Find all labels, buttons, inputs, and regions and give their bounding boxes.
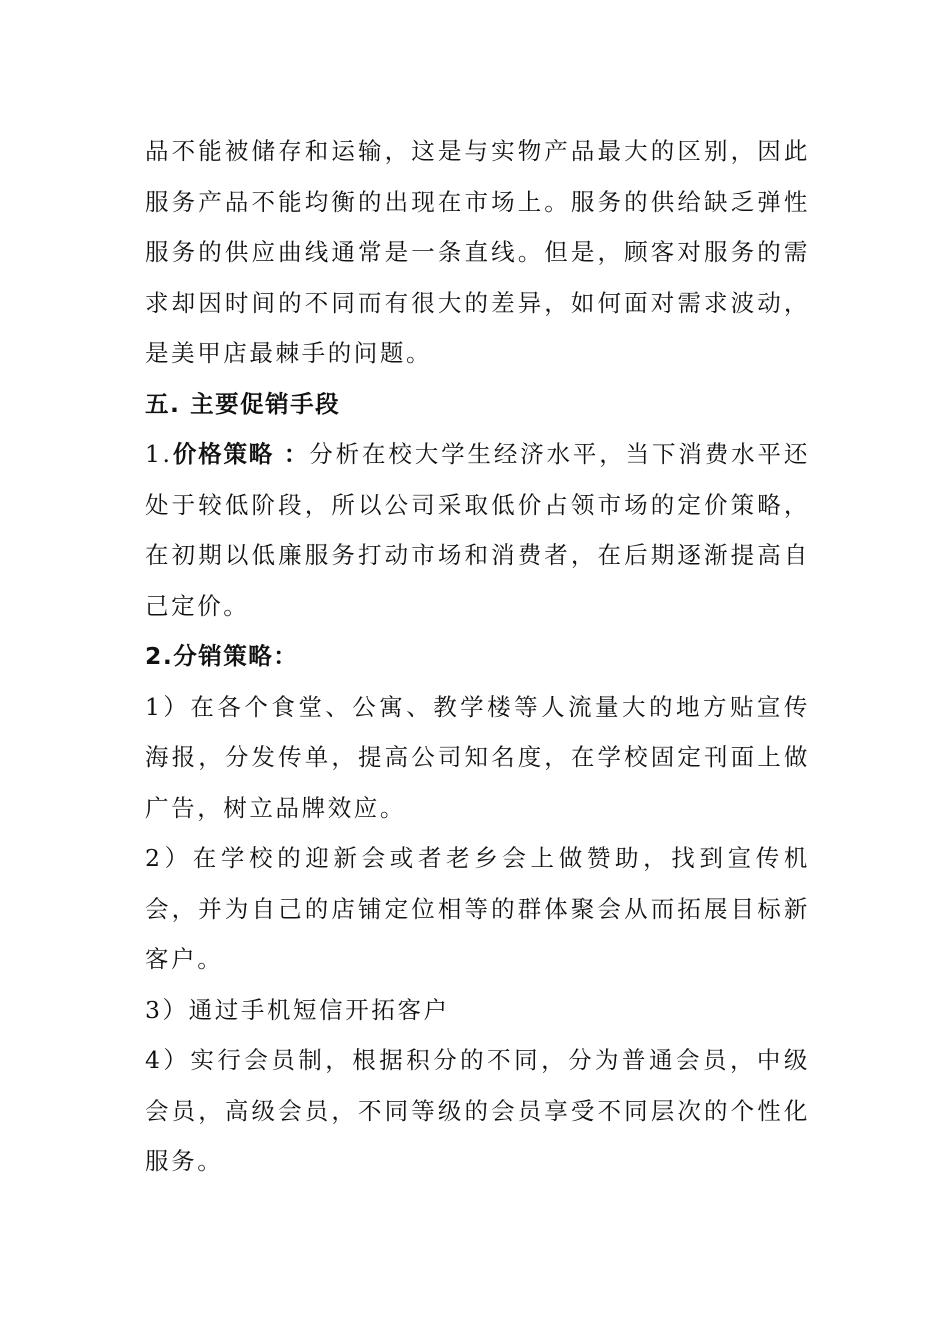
section-heading: 五. 主要促销手段 [145, 389, 341, 418]
distribution-heading: 2.分销策略： [145, 642, 299, 670]
pricing-text: 分析在校大学生经济水平，当下消费水平还处于较低阶段，所以公司采取低价占领市场的定价策略，在初期以低廉服务打动市场和消费者，在后期逐渐提高自己定价。 [145, 440, 811, 620]
pricing-title: 价格策略 ： [172, 440, 310, 468]
distribution-item: 4）实行会员制，根据积分的不同，分为普通会员，中级会员，高级会员，不同等级的会员享受不同层次的个性化服务。 [145, 1046, 810, 1175]
distribution-item: 3）通过手机短信开拓客户 [145, 995, 450, 1024]
document-body [145, 126, 810, 1187]
pricing-strategy-paragraph [145, 429, 810, 631]
intro-paragraph: 品不能被储存和运输，这是与实物产品最大的区别，因此服务产品不能均衡的出现在市场上。服务的供给缺乏弹性服务的供应曲线通常是一条直线。但是，顾客对服务的需求却因时间的不同而有很大的差异，如何面对需求波动，是美甲店最棘手的问题。 [145, 137, 810, 367]
distribution-item: 2）在学校的迎新会或者老乡会上做赞助，找到宣传机会，并为自己的店铺定位相等的群体聚会从而拓展目标新客户。 [145, 844, 810, 973]
distribution-item: 1）在各个食堂、公寓、教学楼等人流量大的地方贴宣传海报，分发传单，提高公司知名度，在学校固定刊面上做广告，树立品牌效应。 [145, 692, 810, 822]
pricing-number: 1. [145, 440, 173, 468]
